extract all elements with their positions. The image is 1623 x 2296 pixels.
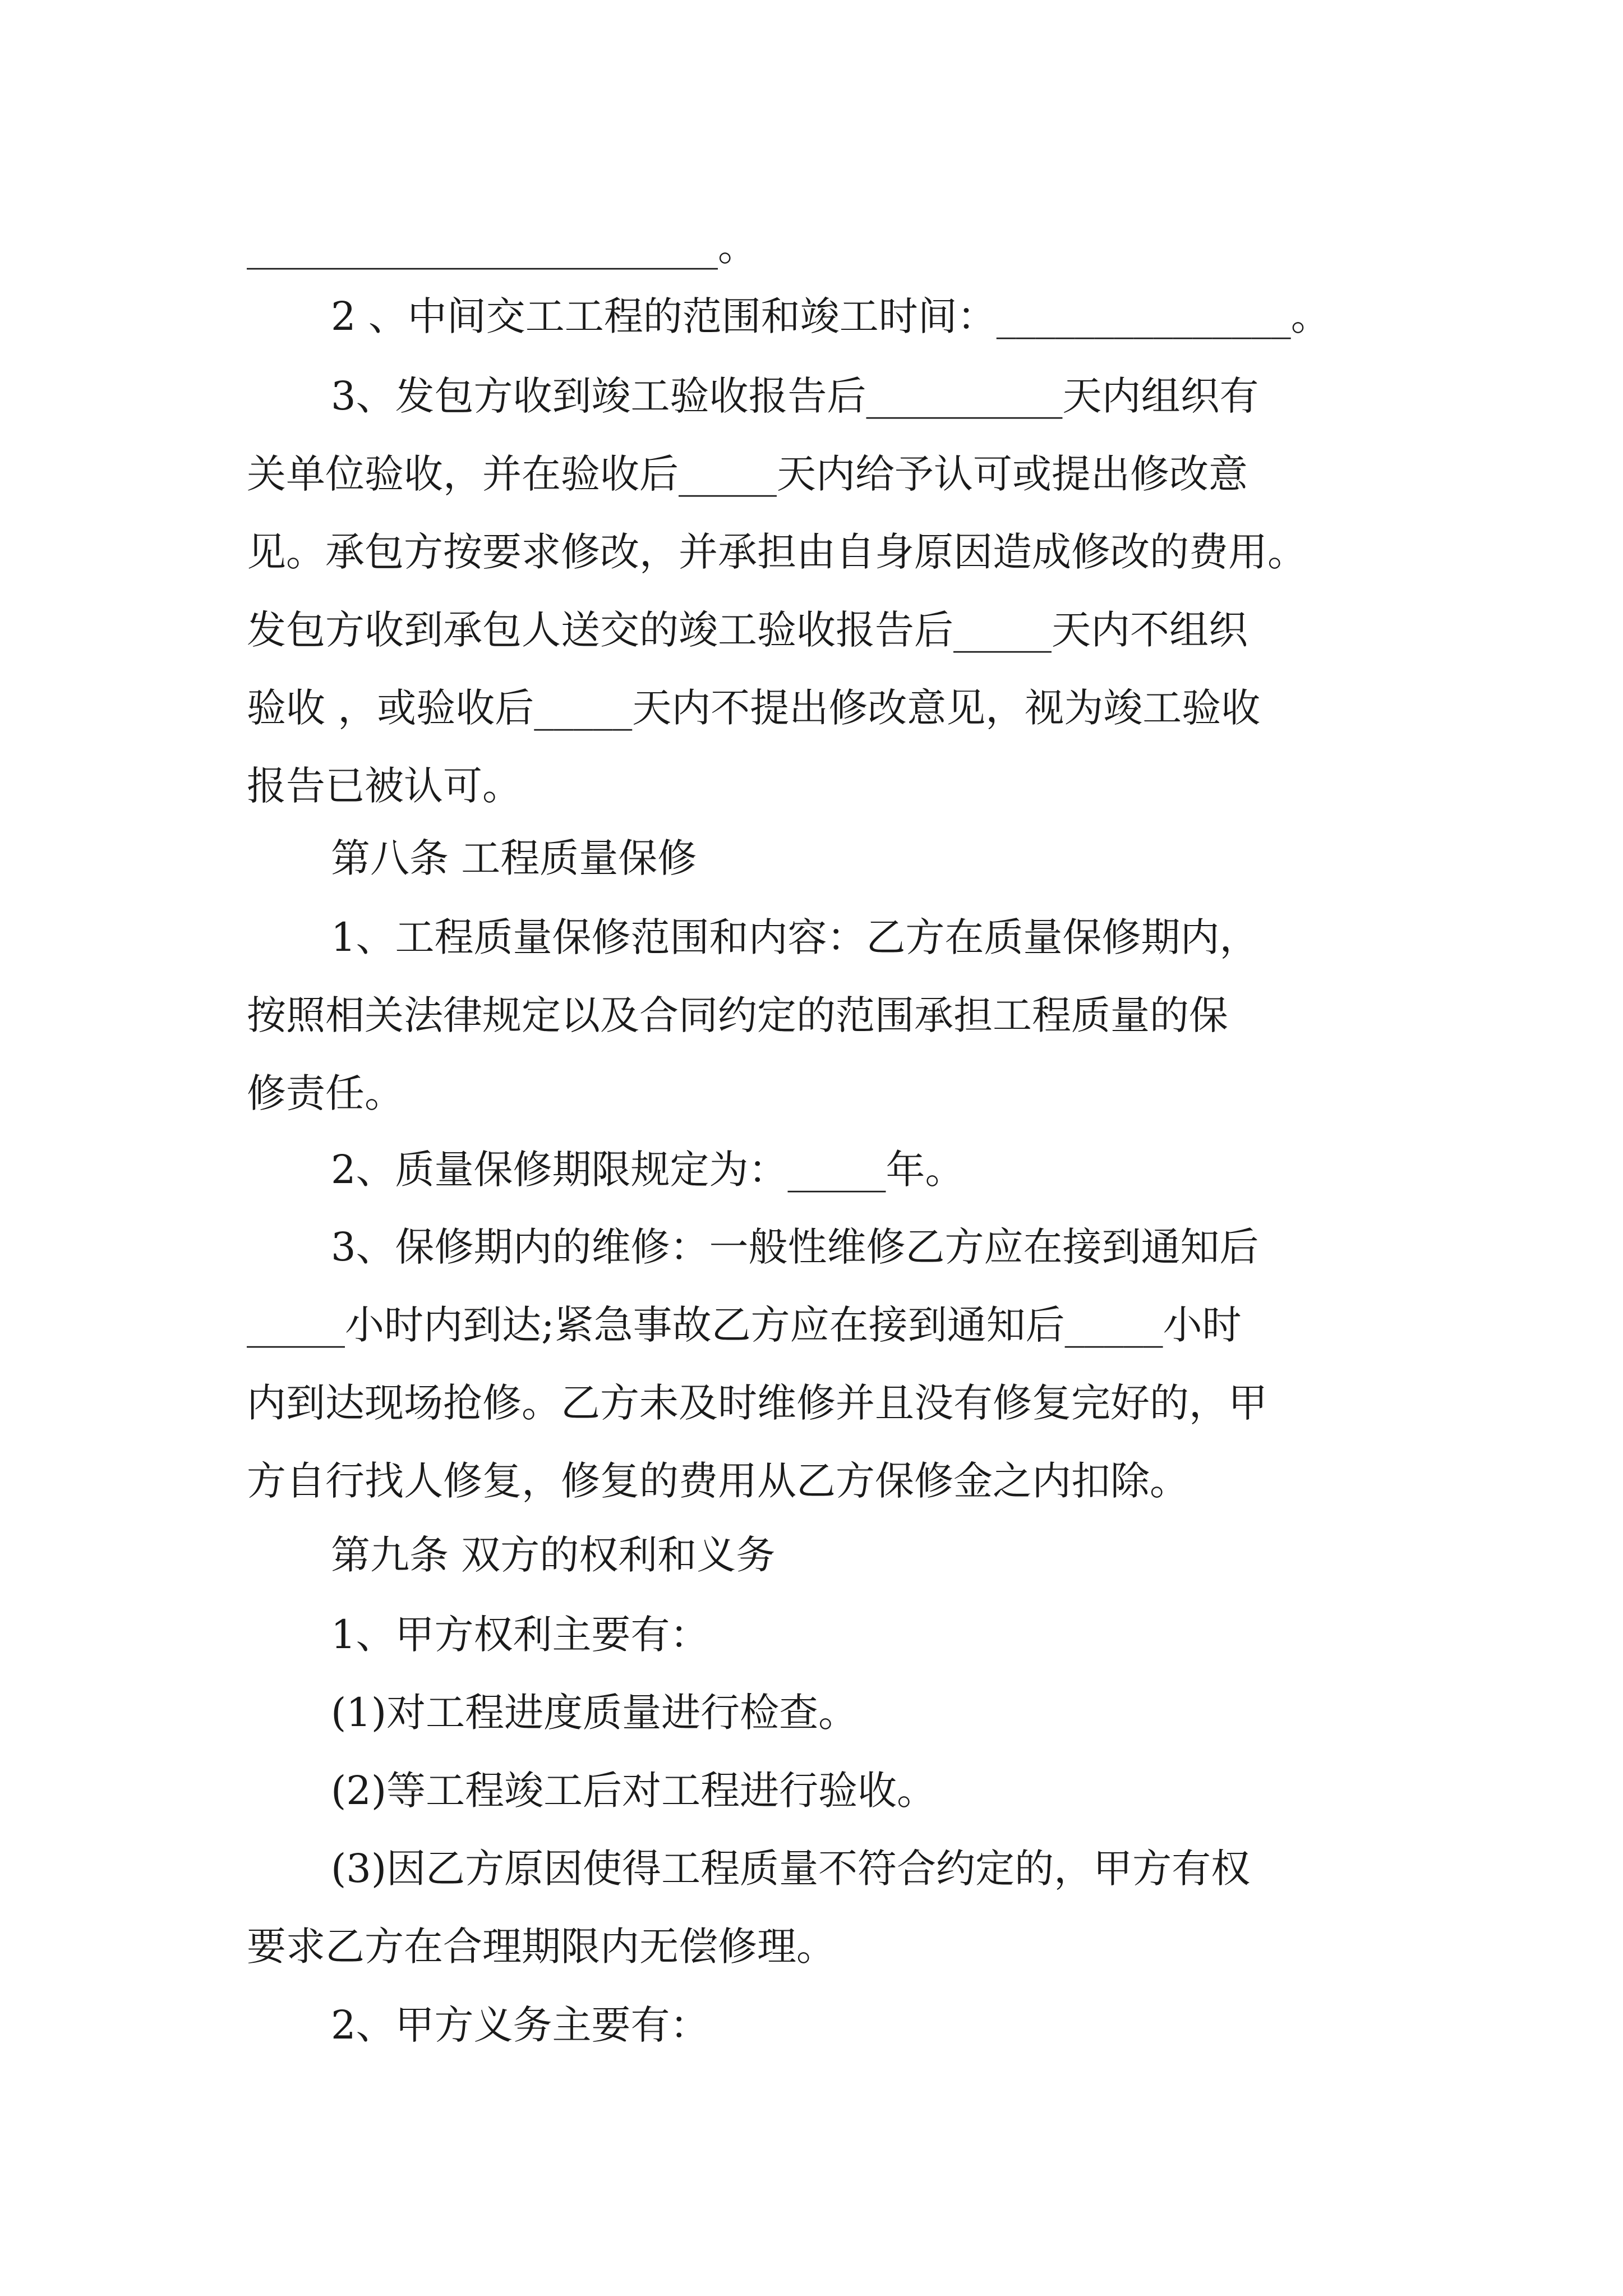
text-line: 2、质量保修期限规定为：_____年。 — [331, 1147, 965, 1193]
text-line: 1、甲方权利主要有： — [331, 1612, 709, 1658]
text-line: 见。承包方按要求修改，并承担由自身原因造成修改的费用。 — [247, 529, 1307, 575]
text-line: 方自行找人修复，修复的费用从乙方保修金之内扣除。 — [247, 1458, 1189, 1504]
text-line: _____小时内到达;紧急事故乙方应在接到通知后_____小时 — [247, 1302, 1242, 1348]
section-heading: 第八条 工程质量保修 — [331, 835, 697, 881]
text-line: 修责任。 — [247, 1070, 404, 1116]
text-line: 1、工程质量保修范围和内容：乙方在质量保修期内， — [331, 914, 1259, 960]
text-line: 验收 ，或验收后_____天内不提出修改意见，视为竣工验收 — [247, 685, 1261, 731]
text-line: 3、发包方收到竣工验收报告后__________天内组织有 — [331, 373, 1259, 419]
text-line: 按照相关法律规定以及合同约定的范围承担工程质量的保 — [247, 992, 1228, 1038]
text-line: 报告已被认可。 — [247, 763, 522, 809]
text-line: 发包方收到承包人送交的竣工验收报告后_____天内不组织 — [247, 607, 1248, 653]
text-line: 关单位验收，并在验收后_____天内给予认可或提出修改意 — [247, 451, 1248, 497]
text-line: ________________________。 — [247, 224, 757, 270]
text-line: 2 、中间交工工程的范围和竣工时间：_______________。 — [331, 293, 1330, 339]
text-line: 3、保修期内的维修：一般性维修乙方应在接到通知后 — [331, 1224, 1259, 1270]
text-line: (1)对工程进度质量进行检查。 — [331, 1690, 858, 1736]
section-heading: 第九条 双方的权利和义务 — [331, 1532, 776, 1578]
text-line: 要求乙方在合理期限内无偿修理。 — [247, 1924, 836, 1970]
text-line: (2)等工程竣工后对工程进行验收。 — [331, 1768, 937, 1814]
text-line: 内到达现场抢修。乙方未及时维修并且没有修复完好的，甲 — [247, 1380, 1267, 1426]
text-line: 2、甲方义务主要有： — [331, 2002, 709, 2048]
text-line: (3)因乙方原因使得工程质量不符合约定的，甲方有权 — [331, 1846, 1251, 1892]
